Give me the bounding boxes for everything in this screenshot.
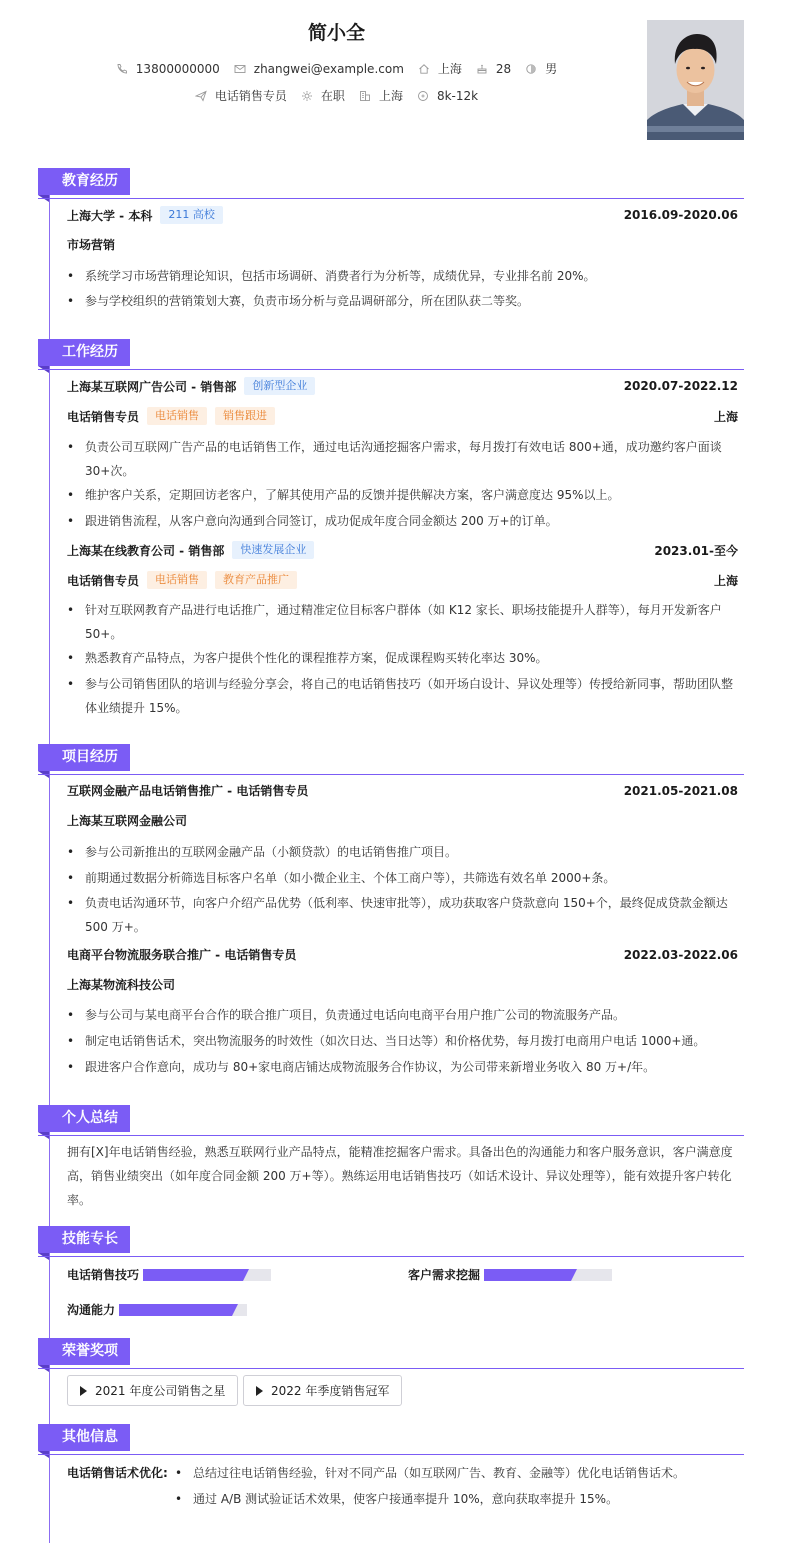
school-badge: 211 高校 — [160, 206, 223, 224]
other-label: 电话销售话术优化: — [67, 1466, 168, 1480]
award-chip — [67, 1375, 238, 1406]
gender-text: 男 — [545, 62, 558, 76]
skill-tag: 销售跟进 — [215, 407, 275, 425]
home-item — [418, 60, 462, 77]
project-date: 2021.05-2021.08 — [623, 783, 738, 798]
section-rule — [38, 774, 744, 775]
city-item — [359, 87, 403, 104]
skill-bar — [484, 1269, 612, 1281]
play-icon — [256, 1386, 263, 1396]
age-text: 28 — [495, 61, 512, 76]
skill-tag: 电话销售 — [147, 571, 207, 589]
email-text: zhangwei@example.com — [253, 61, 404, 76]
project-org: 上海某物流科技公司 — [67, 978, 176, 992]
skill-bar-fill — [119, 1304, 232, 1316]
summary-text: 拥有[X]年电话销售经验，熟悉互联网行业产品特点，能精准挖掘客户需求。具备出色的沟通能力和客户服务意识，客户满意度高，销售业绩突出（如年度合同金额 200 万+等）。熟练运用电话销售技巧（如话术设计、异议处理等），能有效提升客户转化率。 — [67, 1145, 733, 1207]
section-other — [38, 1424, 744, 1455]
role-title: 电话销售专员 — [67, 573, 140, 588]
section-title: 个人总结 — [38, 1105, 130, 1132]
skill-name: 沟通能力 — [67, 1303, 116, 1317]
skill-item — [408, 1266, 612, 1283]
major-row — [67, 236, 738, 253]
section-title: 技能专长 — [38, 1226, 130, 1253]
company-name: 上海某互联网广告公司 - 销售部 — [67, 379, 237, 394]
skill-name: 客户需求挖掘 — [408, 1268, 481, 1282]
salary-item — [417, 89, 478, 103]
project-title-row — [67, 946, 738, 963]
project-date: 2022.03-2022.06 — [623, 947, 738, 962]
home-text: 上海 — [437, 62, 462, 76]
position-item — [195, 87, 287, 104]
major: 市场营销 — [67, 238, 116, 252]
position-text: 电话销售专员 — [214, 89, 287, 103]
status-icon — [301, 90, 313, 102]
profile-photo — [647, 20, 744, 140]
list-item: • 参与学校组织的营销策划大赛，负责市场分析与竞品调研部分，所在团队获二等奖。 — [67, 289, 738, 313]
skill-tag: 电话销售 — [147, 407, 207, 425]
list-item: • 总结过往电话销售经验，针对不同产品（如互联网广告、教育、金融等）优化电话销售话术。 — [175, 1461, 738, 1485]
salary-icon — [417, 90, 429, 102]
candidate-name: 简小全 — [307, 22, 365, 44]
age-item — [476, 62, 511, 76]
section-rule — [38, 1135, 744, 1136]
section-title: 荣誉奖项 — [38, 1338, 130, 1365]
send-icon — [195, 90, 207, 102]
work-date: 2023.01-至今 — [654, 543, 738, 558]
mail-icon — [234, 63, 246, 75]
skill-name: 电话销售技巧 — [67, 1268, 140, 1282]
education-row — [67, 206, 738, 224]
home-icon — [418, 63, 430, 75]
list-item: • 负责公司互联网广告产品的电话销售工作，通过电话沟通挖掘客户需求，每月拨打有效电话 800+通，成功邀约客户面谈 30+次。 — [67, 435, 738, 483]
section-projects — [38, 744, 744, 775]
list-item: • 参与公司销售团队的培训与经验分享会，将自己的电话销售技巧（如开场白设计、异议处理等）传授给新同事，帮助团队整体业绩提升 15%。 — [67, 672, 738, 720]
phone-item — [116, 62, 220, 76]
section-summary — [38, 1105, 744, 1136]
resume-header — [0, 0, 794, 150]
list-item: • 系统学习市场营销理论知识，包括市场调研、消费者行为分析等，成绩优异，专业排名前 20%。 — [67, 264, 738, 288]
skill-item — [67, 1301, 247, 1318]
company-name: 上海某在线教育公司 - 销售部 — [67, 543, 225, 558]
list-item: • 制定电话销售话术，突出物流服务的时效性（如次日达、当日达等）和价格优势，每月拨打电商用户电话 1000+通。 — [67, 1029, 738, 1053]
work-date: 2020.07-2022.12 — [623, 379, 738, 393]
skill-item — [67, 1266, 271, 1283]
contact-row — [0, 60, 673, 77]
section-education — [38, 168, 744, 199]
project-title: 互联网金融产品电话销售推广 - 电话销售专员 — [67, 784, 309, 798]
section-awards — [38, 1338, 744, 1369]
section-title: 其他信息 — [38, 1424, 130, 1451]
salary-text: 8k-12k — [436, 88, 479, 103]
skill-bar — [119, 1304, 247, 1316]
gender-icon — [525, 63, 537, 75]
project-title: 电商平台物流服务联合推广 - 电话销售专员 — [67, 948, 297, 962]
list-item: • 维护客户关系，定期回访老客户，了解其使用产品的反馈并提供解决方案，客户满意度达 95%以上。 — [67, 483, 738, 507]
play-icon — [80, 1386, 87, 1396]
work-city: 上海 — [713, 573, 738, 588]
list-item: • 参与公司与某电商平台合作的联合推广项目，负责通过电话向电商平台用户推广公司的物流服务产品。 — [67, 1003, 738, 1027]
project-title-row — [67, 782, 738, 799]
section-rule — [38, 1368, 744, 1369]
list-item: • 跟进销售流程，从客户意向沟通到合同签订，成功促成年度合同金额达 200 万+的订单。 — [67, 509, 738, 533]
job-intent-row — [0, 87, 673, 104]
building-icon — [359, 90, 371, 102]
status-text: 在职 — [320, 89, 345, 103]
role-title: 电话销售专员 — [67, 409, 140, 424]
gender-item — [525, 60, 557, 77]
company-badge: 快速发展企业 — [232, 541, 314, 559]
section-title: 工作经历 — [38, 339, 130, 366]
list-item: • 参与公司新推出的互联网金融产品（小额贷款）的电话销售推广项目。 — [67, 840, 738, 864]
section-rule — [38, 1454, 744, 1455]
section-title: 教育经历 — [38, 168, 130, 195]
award-chip — [243, 1375, 402, 1406]
project-org-row — [67, 976, 738, 993]
work-company-row — [67, 541, 738, 559]
phone-icon — [116, 63, 128, 75]
work-company-row — [67, 377, 738, 395]
list-item: • 前期通过数据分析筛选目标客户名单（如小微企业主、个体工商户等），共筛选有效名单 2000+条。 — [67, 866, 738, 890]
section-rule — [38, 1256, 744, 1257]
list-item: • 通过 A/B 测试验证话术效果，使客户接通率提升 10%，意向获取率提升 15%。 — [175, 1487, 738, 1511]
list-item: • 跟进客户合作意向，成功与 80+家电商店铺达成物流服务合作协议，为公司带来新增业务收入 80 万+/年。 — [67, 1055, 738, 1079]
award-label: 2022 年季度销售冠军 — [271, 1384, 390, 1398]
email-item — [234, 62, 404, 76]
award-label: 2021 年度公司销售之星 — [95, 1384, 226, 1398]
education-date: 2016.09-2020.06 — [623, 208, 738, 222]
work-role-row — [67, 407, 738, 425]
list-item: • 针对互联网教育产品进行电话推广，通过精准定位目标客户群体（如 K12 家长、职场技能提升人群等），每月开发新客户 50+。 — [67, 598, 738, 646]
section-work — [38, 339, 744, 370]
status-item — [301, 87, 345, 104]
section-rule — [38, 198, 744, 199]
skill-bar — [143, 1269, 271, 1281]
cake-icon — [476, 63, 488, 75]
skill-bar-fill — [484, 1269, 571, 1281]
city-text: 上海 — [378, 89, 403, 103]
project-org: 上海某互联网金融公司 — [67, 814, 188, 828]
company-badge: 创新型企业 — [244, 377, 315, 395]
phone-text: 13800000000 — [135, 61, 220, 76]
skill-tag: 教育产品推广 — [215, 571, 297, 589]
list-item: • 熟悉教育产品特点，为客户提供个性化的课程推荐方案，促成课程购买转化率达 30%。 — [67, 646, 738, 670]
section-skills — [38, 1226, 744, 1257]
section-title: 项目经历 — [38, 744, 130, 771]
work-role-row — [67, 571, 738, 589]
avatar-illustration — [647, 20, 744, 140]
school-name: 上海大学 - 本科 — [67, 208, 153, 223]
skill-bar-fill — [143, 1269, 243, 1281]
work-city: 上海 — [713, 409, 738, 424]
project-org-row — [67, 812, 738, 829]
section-rule — [38, 369, 744, 370]
list-item: • 负责电话沟通环节，向客户介绍产品优势（低利率、快速审批等），成功获取客户贷款意向 150+个，最终促成贷款金额达 500 万+。 — [67, 891, 738, 939]
